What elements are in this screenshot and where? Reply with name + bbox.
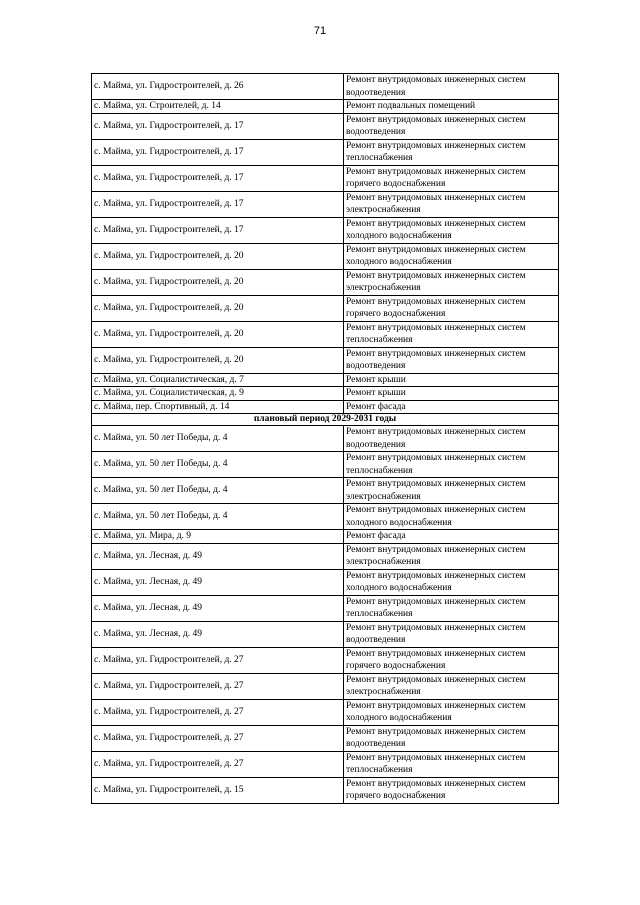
work-type-line: Ремонт внутридомовых инженерных систем	[346, 648, 526, 659]
work-type-line: водоотведения	[346, 739, 406, 749]
table-row	[92, 165, 559, 191]
work-type-line: Ремонт фасада	[346, 401, 406, 412]
work-type-cell	[344, 100, 559, 114]
table-row	[92, 725, 559, 751]
address-cell: с. Майма, ул. Гидростроителей, д. 27	[92, 673, 344, 699]
work-type-line: Ремонт внутридомовых инженерных систем	[346, 622, 526, 633]
work-type-cell	[344, 751, 559, 777]
address-cell: с. Майма, ул. Гидростроителей, д. 15	[92, 777, 344, 803]
work-type-line: Ремонт внутридомовых инженерных систем	[346, 348, 526, 359]
address-cell: с. Майма, ул. Лесная, д. 49	[92, 543, 344, 569]
work-type-cell	[344, 777, 559, 803]
work-type-cell	[344, 295, 559, 321]
address-cell: с. Майма, ул. Гидростроителей, д. 27	[92, 647, 344, 673]
table-row	[92, 347, 559, 373]
address-cell: с. Майма, ул. Гидростроителей, д. 26	[92, 74, 344, 100]
table-row	[92, 621, 559, 647]
work-type-line: Ремонт внутридомовых инженерных систем	[346, 700, 526, 711]
table-row	[92, 269, 559, 295]
work-type-line: теплоснабжения	[346, 153, 413, 163]
table-row	[92, 387, 559, 401]
work-type-line: Ремонт внутридомовых инженерных систем	[346, 270, 526, 281]
address-cell: с. Майма, ул. Лесная, д. 49	[92, 569, 344, 595]
work-type-cell	[344, 452, 559, 478]
work-type-line: Ремонт внутридомовых инженерных систем	[346, 218, 526, 229]
work-type-line: Ремонт внутридомовых инженерных систем	[346, 244, 526, 255]
table-row	[92, 452, 559, 478]
address-cell: с. Майма, ул. Гидростроителей, д. 17	[92, 191, 344, 217]
work-type-cell	[344, 321, 559, 347]
work-type-line: Ремонт внутридомовых инженерных систем	[346, 544, 526, 555]
address-cell: с. Майма, ул. Гидростроителей, д. 27	[92, 699, 344, 725]
address-cell: с. Майма, ул. Гидростроителей, д. 20	[92, 295, 344, 321]
work-type-cell	[344, 74, 559, 100]
table-row	[92, 113, 559, 139]
table-row	[92, 504, 559, 530]
work-type-cell	[344, 621, 559, 647]
address-cell: с. Майма, ул. Гидростроителей, д. 17	[92, 217, 344, 243]
table-row	[92, 673, 559, 699]
work-type-line: водоотведения	[346, 361, 406, 371]
work-type-line: Ремонт внутридомовых инженерных систем	[346, 505, 526, 515]
work-type-line: Ремонт подвальных помещений	[346, 101, 476, 111]
work-type-line: Ремонт внутридомовых инженерных систем	[346, 75, 526, 85]
work-type-cell	[344, 347, 559, 373]
address-cell: с. Майма, ул. 50 лет Победы, д. 4	[92, 478, 344, 504]
table-row	[92, 373, 559, 387]
work-type-line: теплоснабжения	[346, 335, 413, 345]
work-type-cell	[344, 113, 559, 139]
work-type-cell	[344, 530, 559, 544]
work-type-cell	[344, 478, 559, 504]
work-type-cell	[344, 165, 559, 191]
work-type-cell	[344, 699, 559, 725]
work-type-line: холодного водоснабжения	[346, 257, 452, 267]
table-row	[92, 74, 559, 100]
work-type-line: водоотведения	[346, 127, 406, 137]
address-cell: с. Майма, ул. Гидростроителей, д. 17	[92, 113, 344, 139]
table-row	[92, 595, 559, 621]
work-type-cell	[344, 647, 559, 673]
work-type-line: горячего водоснабжения	[346, 661, 446, 671]
table-row	[92, 217, 559, 243]
work-type-cell	[344, 373, 559, 387]
table-row	[92, 426, 559, 452]
table-row	[92, 321, 559, 347]
table-row	[92, 569, 559, 595]
work-type-line: Ремонт крыши	[346, 374, 406, 385]
work-type-line: электроснабжения	[346, 491, 421, 502]
work-type-cell	[344, 504, 559, 530]
work-type-line: Ремонт внутридомовых инженерных систем	[346, 726, 526, 737]
work-type-line: водоотведения	[346, 439, 406, 450]
work-type-cell	[344, 595, 559, 621]
work-type-line: водоотведения	[346, 635, 406, 645]
table-row	[92, 243, 559, 269]
address-cell: с. Майма, ул. Гидростроителей, д. 20	[92, 269, 344, 295]
address-cell: с. Майма, ул. Гидростроителей, д. 20	[92, 243, 344, 269]
work-type-cell	[344, 191, 559, 217]
work-type-line: Ремонт внутридомовых инженерных систем	[346, 114, 526, 125]
table-row	[92, 530, 559, 544]
page-number: 71	[313, 25, 327, 37]
address-cell: с. Майма, ул. Социалистическая, д. 9	[92, 387, 344, 401]
address-cell: с. Майма, ул. 50 лет Победы, д. 4	[92, 504, 344, 530]
work-type-line: Ремонт фасада	[346, 531, 406, 541]
address-cell: с. Майма, ул. Гидростроителей, д. 17	[92, 165, 344, 191]
work-type-line: Ремонт внутридомовых инженерных систем	[346, 570, 526, 581]
work-type-line: электроснабжения	[346, 557, 421, 567]
work-type-line: Ремонт внутридомовых инженерных систем	[346, 596, 526, 607]
work-type-line: Ремонт внутридомовых инженерных систем	[346, 674, 526, 685]
table-row	[92, 777, 559, 803]
work-type-cell	[344, 543, 559, 569]
work-type-line: горячего водоснабжения	[346, 309, 446, 319]
address-cell: с. Майма, ул. Гидростроителей, д. 20	[92, 347, 344, 373]
repair-schedule-table	[91, 73, 559, 804]
work-type-line: Ремонт внутридомовых инженерных систем	[346, 140, 526, 151]
work-type-line: теплоснабжения	[346, 609, 413, 619]
work-type-line: водоотведения	[346, 87, 406, 98]
address-cell: с. Майма, ул. Гидростроителей, д. 27	[92, 725, 344, 751]
address-cell: с. Майма, ул. Мира, д. 9	[92, 530, 344, 544]
table-row	[92, 478, 559, 504]
address-cell: с. Майма, ул. Гидростроителей, д. 17	[92, 139, 344, 165]
work-type-line: холодного водоснабжения	[346, 713, 452, 723]
work-type-cell	[344, 269, 559, 295]
address-cell: с. Майма, ул. 50 лет Победы, д. 4	[92, 426, 344, 452]
work-type-line: Ремонт внутридомовых инженерных систем	[346, 427, 526, 437]
work-type-line: холодного водоснабжения	[346, 231, 452, 241]
work-type-line: Ремонт внутридомовых инженерных систем	[346, 166, 526, 177]
work-type-line: Ремонт внутридомовых инженерных систем	[346, 479, 526, 489]
address-cell: с. Майма, ул. Социалистическая, д. 7	[92, 373, 344, 387]
work-type-line: Ремонт внутридомовых инженерных систем	[346, 778, 526, 789]
work-type-line: Ремонт внутридомовых инженерных систем	[346, 192, 526, 203]
address-cell: с. Майма, ул. Гидростроителей, д. 27	[92, 751, 344, 777]
address-cell: с. Майма, ул. Лесная, д. 49	[92, 595, 344, 621]
section-title: плановый период 2029-2031 годы	[92, 414, 559, 426]
work-type-line: горячего водоснабжения	[346, 179, 446, 189]
table-row	[92, 191, 559, 217]
work-type-cell	[344, 243, 559, 269]
table-row	[92, 100, 559, 114]
table-row	[92, 699, 559, 725]
repair-schedule-body	[92, 74, 559, 804]
work-type-line: холодного водоснабжения	[346, 517, 452, 528]
work-type-line: горячего водоснабжения	[346, 791, 446, 801]
work-type-cell	[344, 400, 559, 414]
address-cell: с. Майма, ул. Лесная, д. 49	[92, 621, 344, 647]
work-type-cell	[344, 725, 559, 751]
work-type-cell	[344, 426, 559, 452]
work-type-line: электроснабжения	[346, 205, 421, 215]
work-type-line: электроснабжения	[346, 283, 421, 293]
work-type-cell	[344, 569, 559, 595]
address-cell: с. Майма, ул. Строителей, д. 14	[92, 100, 344, 114]
section-header-row	[92, 414, 559, 426]
table-row	[92, 295, 559, 321]
table-row	[92, 543, 559, 569]
address-cell: с. Майма, ул. Гидростроителей, д. 20	[92, 321, 344, 347]
work-type-line: Ремонт внутридомовых инженерных систем	[346, 296, 526, 307]
work-type-line: теплоснабжения	[346, 765, 413, 775]
work-type-cell	[344, 387, 559, 401]
work-type-line: Ремонт крыши	[346, 388, 406, 398]
work-type-cell	[344, 673, 559, 699]
work-type-line: теплоснабжения	[346, 465, 413, 476]
work-type-line: холодного водоснабжения	[346, 583, 452, 593]
table-row	[92, 139, 559, 165]
work-type-line: Ремонт внутридомовых инженерных систем	[346, 752, 526, 763]
work-type-line: электроснабжения	[346, 687, 421, 697]
work-type-line: Ремонт внутридомовых инженерных систем	[346, 453, 526, 463]
work-type-line: Ремонт внутридомовых инженерных систем	[346, 322, 526, 333]
work-type-cell	[344, 139, 559, 165]
table-row	[92, 400, 559, 414]
table-row	[92, 647, 559, 673]
address-cell: с. Майма, ул. 50 лет Победы, д. 4	[92, 452, 344, 478]
address-cell: с. Майма, пер. Спортивный, д. 14	[92, 400, 344, 414]
table-row	[92, 751, 559, 777]
work-type-cell	[344, 217, 559, 243]
